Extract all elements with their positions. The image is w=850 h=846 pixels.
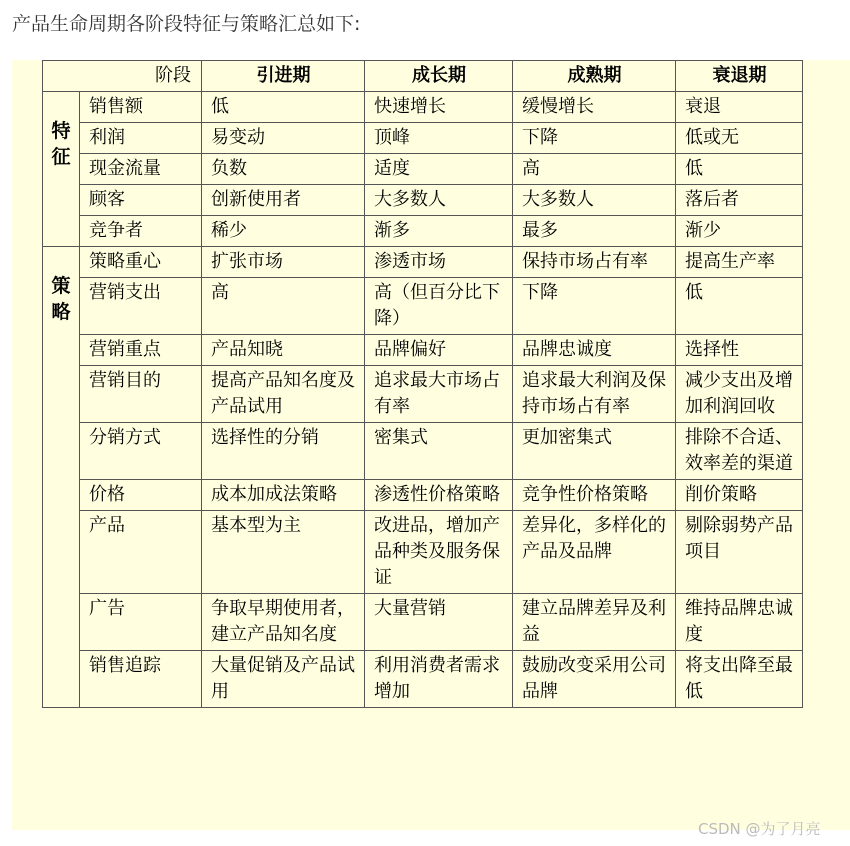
table-row <box>43 278 803 335</box>
table-cell: 创新使用者 <box>202 185 365 216</box>
row-label: 销售追踪 <box>80 651 202 708</box>
table-cell: 改进品，增加产品种类及服务保证 <box>365 511 513 594</box>
table-cell: 排除不合适、效率差的渠道 <box>676 423 803 480</box>
table-cell: 竞争性价格策略 <box>513 480 676 511</box>
row-label: 产品 <box>80 511 202 594</box>
row-label: 利润 <box>80 123 202 154</box>
stage-header: 衰退期 <box>676 61 803 92</box>
table-row <box>43 335 803 366</box>
table-cell: 渗透市场 <box>365 247 513 278</box>
table-cell: 大多数人 <box>513 185 676 216</box>
table-row <box>43 247 803 278</box>
table-cell: 最多 <box>513 216 676 247</box>
table-row <box>43 92 803 123</box>
table-cell: 密集式 <box>365 423 513 480</box>
table-cell: 大多数人 <box>365 185 513 216</box>
row-label: 销售额 <box>80 92 202 123</box>
table-row <box>43 511 803 594</box>
table-cell: 提高产品知名度及产品试用 <box>202 366 365 423</box>
row-label: 价格 <box>80 480 202 511</box>
table-cell: 削价策略 <box>676 480 803 511</box>
table-cell: 落后者 <box>676 185 803 216</box>
row-label: 营销重点 <box>80 335 202 366</box>
table-cell: 维持品牌忠诚度 <box>676 594 803 651</box>
table-cell: 稀少 <box>202 216 365 247</box>
table-cell: 提高生产率 <box>676 247 803 278</box>
table-cell: 将支出降至最低 <box>676 651 803 708</box>
table-cell: 高（但百分比下降） <box>365 278 513 335</box>
table-cell: 产品知晓 <box>202 335 365 366</box>
row-label: 顾客 <box>80 185 202 216</box>
table-row <box>43 480 803 511</box>
table-cell: 衰退 <box>676 92 803 123</box>
table-row <box>43 366 803 423</box>
table-cell: 追求最大市场占有率 <box>365 366 513 423</box>
table-cell: 扩张市场 <box>202 247 365 278</box>
row-label: 竞争者 <box>80 216 202 247</box>
table-cell: 渐多 <box>365 216 513 247</box>
table-cell: 负数 <box>202 154 365 185</box>
table-row <box>43 651 803 708</box>
table-cell: 渗透性价格策略 <box>365 480 513 511</box>
lifecycle-table <box>42 60 803 708</box>
header-row <box>43 61 803 92</box>
table-body <box>43 92 803 708</box>
stage-header: 成长期 <box>365 61 513 92</box>
table-cell: 建立品牌差异及利益 <box>513 594 676 651</box>
table-cell: 大量营销 <box>365 594 513 651</box>
table-row <box>43 594 803 651</box>
row-label: 策略重心 <box>80 247 202 278</box>
table-cell: 下降 <box>513 123 676 154</box>
table-cell: 下降 <box>513 278 676 335</box>
intro-text: 产品生命周期各阶段特征与策略汇总如下: <box>12 13 361 35</box>
stage-header: 成熟期 <box>513 61 676 92</box>
table-row <box>43 423 803 480</box>
table-cell: 高 <box>202 278 365 335</box>
table-cell: 成本加成法策略 <box>202 480 365 511</box>
table-cell: 鼓励改变采用公司品牌 <box>513 651 676 708</box>
stage-header: 引进期 <box>202 61 365 92</box>
table-cell: 保持市场占有率 <box>513 247 676 278</box>
table-cell: 利用消费者需求增加 <box>365 651 513 708</box>
table-row <box>43 216 803 247</box>
table-cell: 高 <box>513 154 676 185</box>
corner-header: 阶段 <box>43 61 202 92</box>
group-label: 策 略 <box>43 247 80 708</box>
table-row <box>43 123 803 154</box>
table-cell: 顶峰 <box>365 123 513 154</box>
table-cell: 缓慢增长 <box>513 92 676 123</box>
table-cell: 低 <box>202 92 365 123</box>
table-cell: 低 <box>676 278 803 335</box>
table-cell: 剔除弱势产品项目 <box>676 511 803 594</box>
table-cell: 快速增长 <box>365 92 513 123</box>
table-cell: 选择性 <box>676 335 803 366</box>
table-cell: 更加密集式 <box>513 423 676 480</box>
row-label: 现金流量 <box>80 154 202 185</box>
table-cell: 减少支出及增加利润回收 <box>676 366 803 423</box>
table-cell: 易变动 <box>202 123 365 154</box>
table-cell: 渐少 <box>676 216 803 247</box>
table-cell: 低或无 <box>676 123 803 154</box>
row-label: 分销方式 <box>80 423 202 480</box>
table-cell: 大量促销及产品试用 <box>202 651 365 708</box>
table-cell: 品牌偏好 <box>365 335 513 366</box>
table-cell: 争取早期使用者，建立产品知名度 <box>202 594 365 651</box>
table-cell: 追求最大利润及保持市场占有率 <box>513 366 676 423</box>
table-cell: 品牌忠诚度 <box>513 335 676 366</box>
table-cell: 选择性的分销 <box>202 423 365 480</box>
table-cell: 低 <box>676 154 803 185</box>
row-label: 营销支出 <box>80 278 202 335</box>
table-cell: 差异化，多样化的产品及品牌 <box>513 511 676 594</box>
row-label: 广告 <box>80 594 202 651</box>
group-label: 特 征 <box>43 92 80 247</box>
table-cell: 基本型为主 <box>202 511 365 594</box>
row-label: 营销目的 <box>80 366 202 423</box>
watermark: CSDN @为了月亮 <box>698 820 821 838</box>
table-row <box>43 154 803 185</box>
table-cell: 适度 <box>365 154 513 185</box>
table-row <box>43 185 803 216</box>
